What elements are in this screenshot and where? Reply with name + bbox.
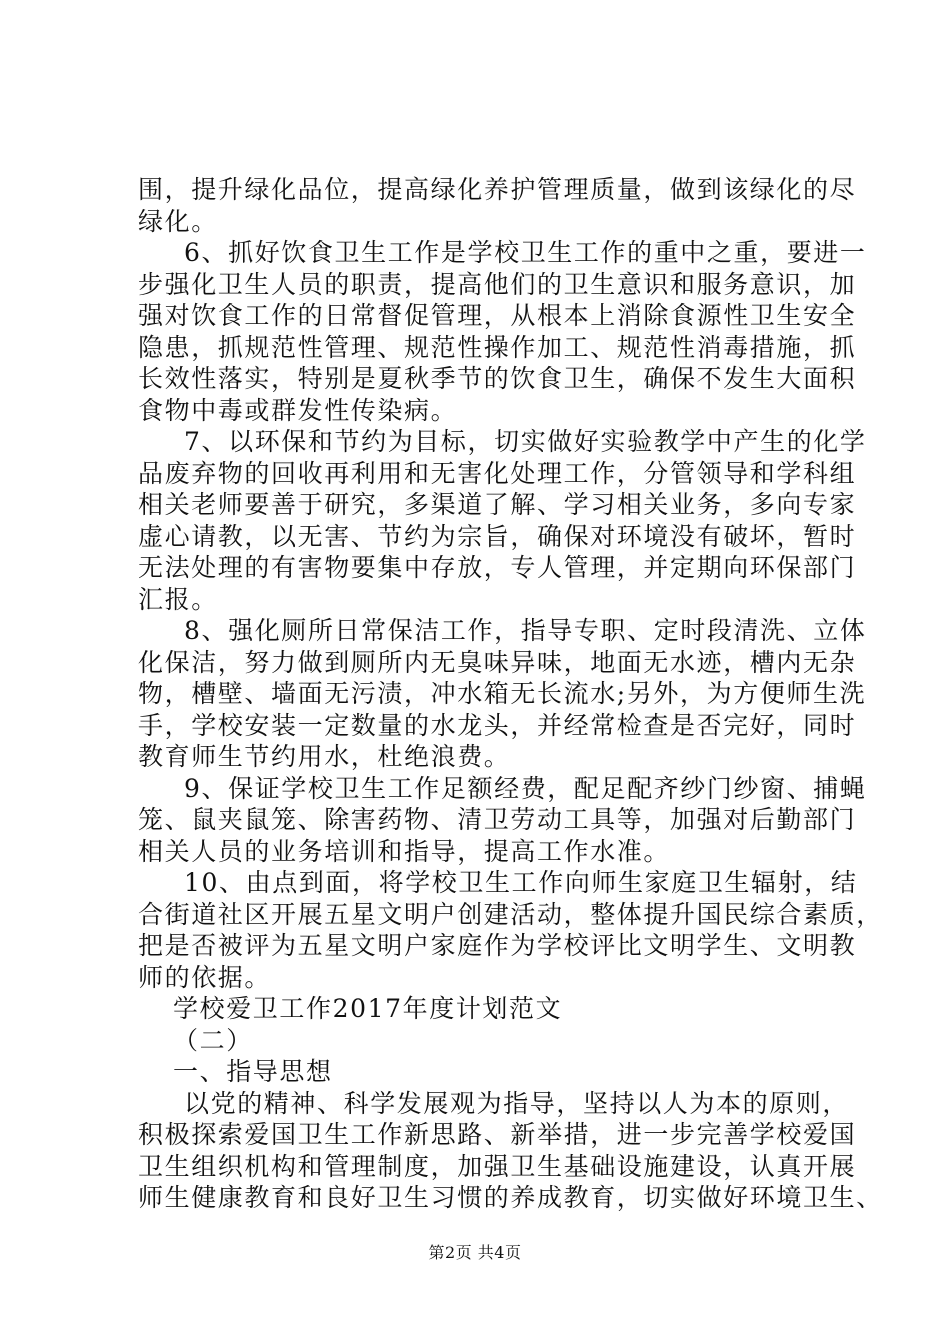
text-line: 围，提升绿化品位，提高绿化养护管理质量，做到该绿化的尽 — [138, 175, 857, 204]
text-line: 9、保证学校卫生工作足额经费，配足配齐纱门纱窗、捕蝇 — [184, 773, 867, 803]
text-line: 把是否被评为五星文明户家庭作为学校评比文明学生、文明教 — [138, 931, 857, 960]
text-line: 食物中毒或群发性传染病。 — [138, 395, 458, 425]
text-line: 以党的精神、科学发展观为指导，坚持以人为本的原则， — [184, 1088, 850, 1118]
page-footer: 第2页 共4页 — [428, 1243, 522, 1262]
text-line: 物，槽壁、墙面无污渍，冲水箱无长流水;另外，为方便师生洗 — [138, 679, 867, 708]
text-line: 强对饮食工作的日常督促管理，从根本上消除食源性卫生安全 — [138, 301, 857, 330]
text-line: 师生健康教育和良好卫生习惯的养成教育，切实做好环境卫生、 — [138, 1183, 883, 1212]
text-line: 合街道社区开展五星文明户创建活动，整体提升国民综合素质， — [138, 899, 883, 929]
text-line: 7、以环保和节约为目标，切实做好实验教学中产生的化学 — [184, 427, 867, 456]
text-line: 手，学校安装一定数量的水龙头，并经常检查是否完好，同时 — [138, 710, 857, 740]
text-line: 无法处理的有害物要集中存放，专人管理，并定期向环保部门 — [138, 553, 857, 582]
text-line: 10、由点到面，将学校卫生工作向师生家庭卫生辐射，结 — [184, 868, 858, 897]
text-line: 长效性落实，特别是夏秋季节的饮食卫生，确保不发生大面积 — [138, 364, 857, 393]
text-line: 虚心请教，以无害、节约为宗旨，确保对环境没有破坏，暂时 — [138, 521, 857, 551]
text-line: 笼、鼠夹鼠笼、除害药物、清卫劳动工具等，加强对后勤部门 — [138, 805, 857, 834]
text-line: 绿化。 — [138, 206, 218, 236]
text-line: 品废弃物的回收再利用和无害化处理工作，分管领导和学科组 — [138, 458, 857, 488]
text-line: 隐患，抓规范性管理、规范性操作加工、规范性消毒措施，抓 — [138, 332, 857, 362]
text-line: 化保洁，努力做到厕所内无臭味异味，地面无水迹，槽内无杂 — [138, 647, 857, 677]
text-line: 学校爱卫工作2017年度计划范文 — [173, 994, 563, 1023]
text-line: 相关老师要善于研究，多渠道了解、学习相关业务，多向专家 — [138, 490, 857, 519]
text-line: 8、强化厕所日常保洁工作，指导专职、定时段清洗、立体 — [184, 616, 867, 645]
text-line: 一、指导思想 — [173, 1057, 333, 1086]
text-line: 步强化卫生人员的职责，提高他们的卫生意识和服务意识，加 — [138, 269, 857, 299]
text-line: 卫生组织机构和管理制度，加强卫生基础设施建设，认真开展 — [138, 1151, 857, 1181]
text-line: 相关人员的业务培训和指导，提高工作水准。 — [138, 836, 671, 866]
text-line: 师的依据。 — [138, 962, 272, 992]
document-body — [138, 174, 883, 1214]
text-line: 汇报。 — [138, 584, 218, 614]
text-line: （二） — [173, 1025, 253, 1055]
text-line: 6、抓好饮食卫生工作是学校卫生工作的重中之重，要进一 — [184, 238, 867, 267]
text-line: 积极探索爱国卫生工作新思路、新举措，进一步完善学校爱国 — [138, 1120, 857, 1149]
text-line: 教育师生节约用水，杜绝浪费。 — [138, 742, 511, 771]
